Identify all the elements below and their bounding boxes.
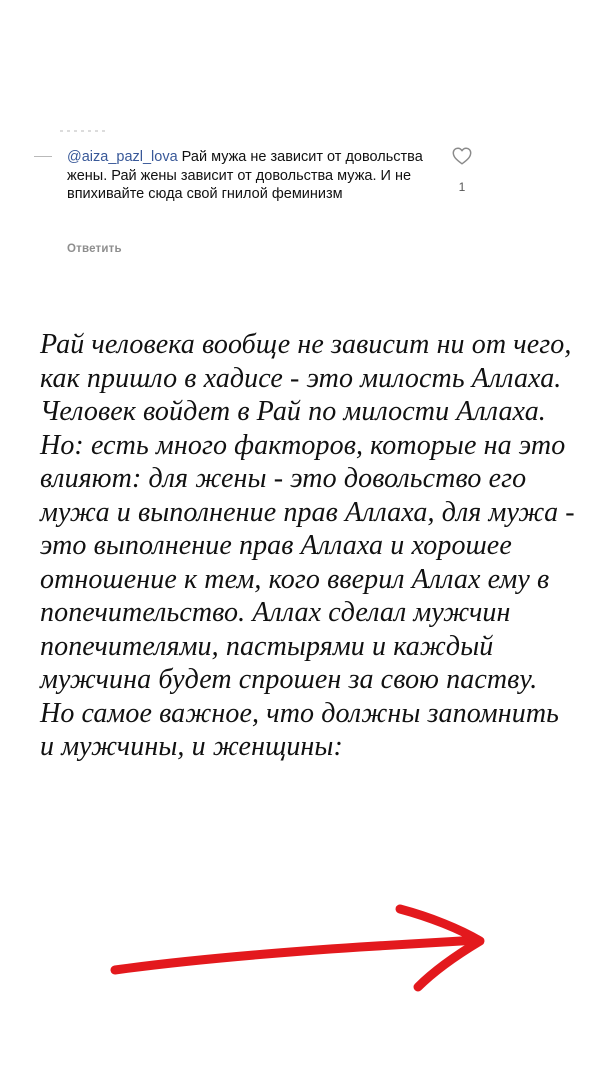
hand-drawn-arrow-right-icon xyxy=(100,895,500,995)
like-button[interactable] xyxy=(451,145,473,167)
reply-thread-line xyxy=(34,156,52,157)
like-count: 1 xyxy=(458,180,466,194)
heart-outline-icon xyxy=(451,145,473,167)
reply-button[interactable]: Ответить xyxy=(67,243,122,255)
scroll-dots xyxy=(60,130,110,133)
comment-username[interactable]: @aiza_pazl_lova xyxy=(67,149,178,165)
comment-body xyxy=(67,148,452,204)
comment-text: Рай мужа не зависит от довольства жены. Рай жены зависит от довольства мужа. И не впихивайте сюда свой гнилой феминизм xyxy=(67,149,423,202)
story-text: Рай человека вообще не зависит ни от чего, как пришло в хадисе - это милость Аллаха. Человек войдет в Рай по милости Аллаха. Но: есть много факторов, которые на это влияют: для жены - это довольство его мужа и выполнение прав Аллаха, для мужа - это выполнение прав Аллаха и хорошее отношение к тем, кого вверил Аллах ему в попечительство. Аллах сделал мужчин попечителями, пастырями и каждый мужчина будет спрошен за свою паству. Но самое важное, что должны запомнить и мужчины, и женщины: xyxy=(40,329,575,762)
